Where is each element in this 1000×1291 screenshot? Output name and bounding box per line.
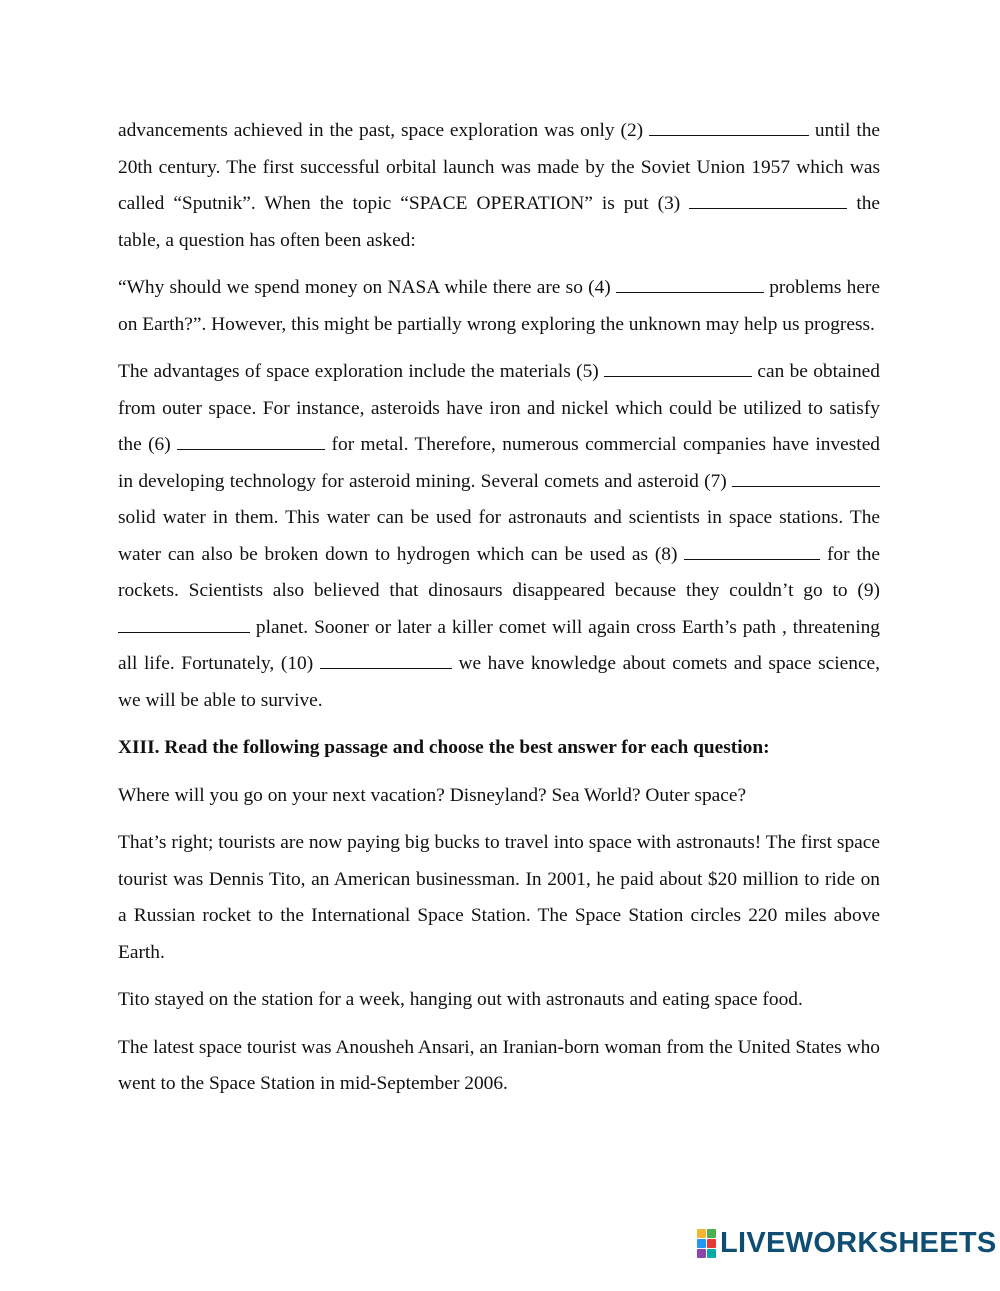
reading-paragraph-1: Where will you go on your next vacation? Disneyland? Sea World? Outer space?: [118, 784, 747, 806]
answer-blank-5[interactable]: [604, 362, 752, 377]
reading-paragraph-3: Tito stayed on the station for a week, hanging out with astronauts and eating space food.: [118, 989, 803, 1010]
logo-block: [697, 1249, 706, 1258]
logo-block: [697, 1239, 706, 1248]
logo-block: [707, 1229, 716, 1238]
text-segment: we have knowledge about comets and space science, we will be able to survive.: [118, 653, 881, 711]
text-segment: can be obtained from outer space. For instance, asteroids have iron and nickel which could be utilized to satisfy the (6): [118, 361, 880, 455]
text-segment: for the rockets. Scientists also believed that dinosaurs disappeared because they couldn’t go to (9): [118, 543, 881, 601]
logo-block: [707, 1249, 716, 1258]
answer-blank-4[interactable]: [616, 278, 764, 293]
logo-block: [707, 1239, 716, 1248]
text-segment: The advantages of space exploration include the materials (5): [118, 361, 605, 382]
logo-blocks-icon: [697, 1229, 716, 1258]
section-heading: XIII. Read the following passage and choose the best answer for each question:: [118, 737, 770, 758]
liveworksheets-logo: [697, 1228, 997, 1258]
answer-blank-10[interactable]: [320, 654, 452, 669]
text-segment: until the 20th century. The first successful orbital launch was made by the Soviet Union 1957 which was called “Sputnik”. When the topic “SPACE OPERATION” is put (3): [118, 120, 881, 214]
logo-block: [697, 1229, 706, 1238]
paragraph-space-history: [118, 113, 880, 259]
text-segment: solid water in them. This water can be used for astronauts and scientists in space stations. The water can also be broken down to hydrogen which can be used as (8): [118, 507, 880, 565]
text-segment: for metal. Therefore, numerous commercial companies have invested in developing technology for asteroid mining. Several comets and asteroid (7): [118, 434, 880, 492]
answer-blank-3[interactable]: [689, 194, 847, 209]
answer-blank-2[interactable]: [649, 121, 809, 136]
text-segment: the table, a question has often been asked:: [118, 193, 881, 251]
answer-blank-8[interactable]: [684, 545, 820, 560]
text-segment: problems here on Earth?”. However, this might be partially wrong exploring the unknown may help us progress.: [118, 277, 880, 335]
answer-blank-9[interactable]: [118, 618, 250, 633]
answer-blank-7[interactable]: [732, 472, 880, 487]
answer-blank-6[interactable]: [177, 435, 325, 450]
text-segment: “Why should we spend money on NASA while there are so (4): [118, 277, 616, 298]
reading-paragraph-4: The latest space tourist was Anousheh Ansari, an Iranian-born woman from the United States who went to the Space Station in mid-September 2006.: [118, 1036, 880, 1094]
reading-paragraph-2: That’s right; tourists are now paying big bucks to travel into space with astronauts! The first space tourist was Dennis Tito, an American businessman. In 2001, he paid about $20 million to ride on a Russian rocket to the International Space Station. The Space Station circles 220 miles above Earth.: [118, 832, 880, 963]
logo-text: LIVEWORKSHEETS: [720, 1227, 997, 1259]
text-segment: advancements achieved in the past, space exploration was only (2): [118, 120, 649, 141]
worksheet-page: [118, 113, 880, 1114]
text-segment: planet. Sooner or later a killer comet will again cross Earth’s path , threatening all life. Fortunately, (10): [118, 616, 880, 674]
paragraph-nasa-question: [118, 270, 880, 343]
paragraph-advantages: [118, 354, 880, 719]
